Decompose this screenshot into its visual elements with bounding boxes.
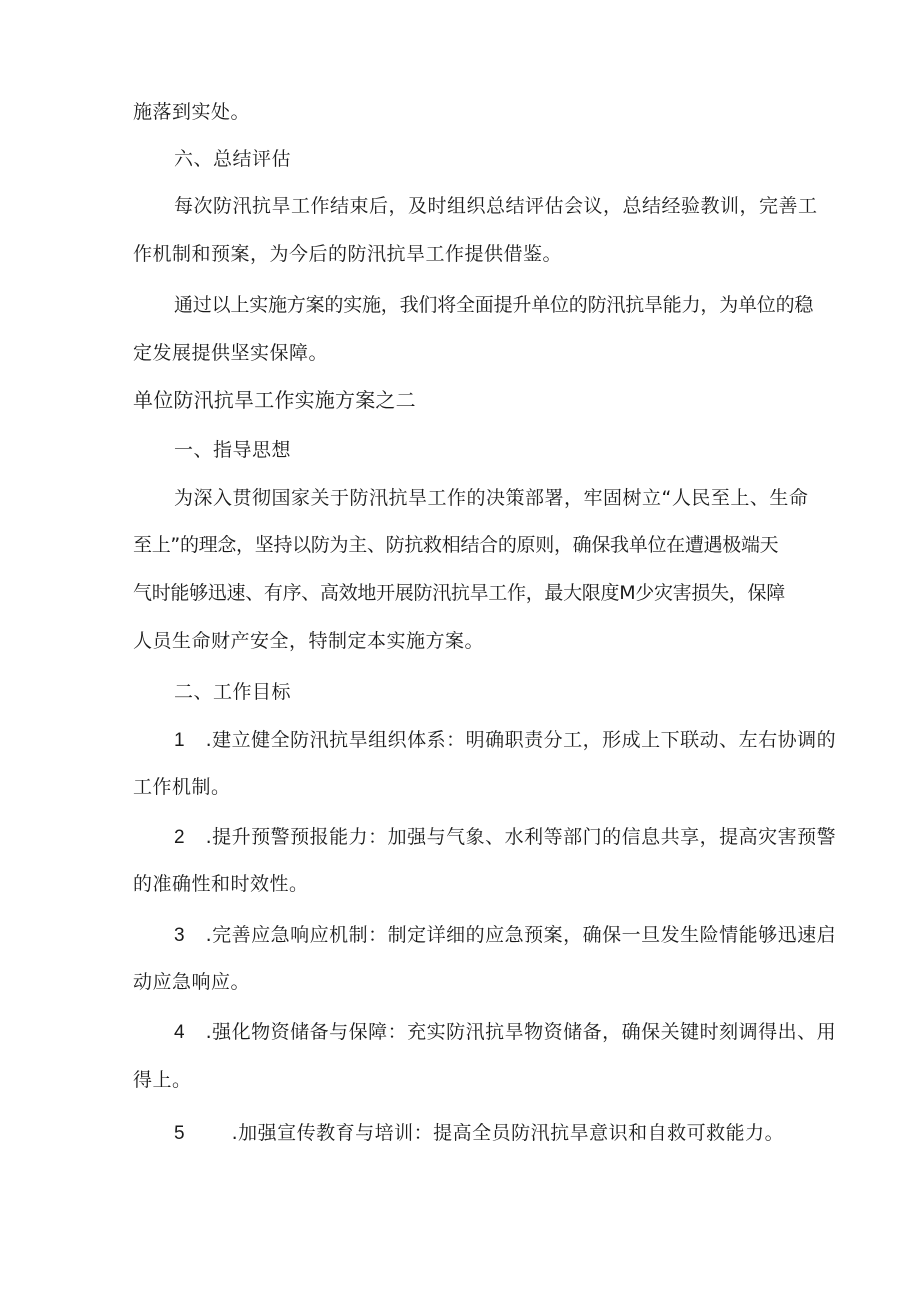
guiding-paragraph-line: 气时能够迅速、有序、高效地开展防汛抗旱工作，最大限度M少灾害损失，保障 bbox=[133, 582, 785, 604]
goal-text: .加强宣传教育与培训：提高全员防汛抗旱意识和自救可救能力。 bbox=[231, 1122, 785, 1144]
goal-number: 3 bbox=[174, 925, 186, 946]
goal-number: 2 bbox=[174, 827, 186, 848]
goal-item-continuation: 动应急响应。 bbox=[133, 971, 251, 993]
goal-number: 5 bbox=[174, 1123, 186, 1144]
guiding-paragraph-line: 至上”的理念，坚持以防为主、防抗救相结合的原则，确保我单位在遭遇极端天 bbox=[133, 534, 779, 556]
goal-item-line bbox=[174, 1019, 836, 1046]
goal-item-continuation: 工作机制。 bbox=[133, 776, 231, 798]
guiding-paragraph-line: 人员生命财产安全，特制定本实施方案。 bbox=[133, 630, 485, 652]
goal-text: .建立健全防汛抗旱组织体系：明确职责分工，形成上下联动、左右协调的 bbox=[205, 729, 837, 751]
goal-item-line bbox=[174, 922, 836, 949]
summary-paragraph-line: 每次防汛抗旱工作结束后，及时组织总结评估会议，总结经验教训，完善工 bbox=[174, 195, 818, 217]
prev-section-tail-line: 施落到实处。 bbox=[133, 101, 251, 123]
goal-number: 4 bbox=[174, 1022, 186, 1043]
guiding-paragraph-line: 为深入贯彻国家关于防汛抗旱工作的决策部署，牢固树立“人民至上、生命 bbox=[174, 487, 809, 509]
goal-item-line bbox=[174, 727, 836, 754]
goal-text: .提升预警预报能力：加强与气象、水利等部门的信息共享，提高灾害预警 bbox=[205, 826, 837, 848]
section-heading-guiding-ideology: 一、指导思想 bbox=[174, 439, 292, 461]
goal-item-line bbox=[174, 1120, 784, 1147]
goal-text: .完善应急响应机制：制定详细的应急预案，确保一旦发生险情能够迅速启 bbox=[205, 924, 837, 946]
goal-item-continuation: 的准确性和时效性。 bbox=[133, 873, 309, 895]
goal-item-continuation: 得上。 bbox=[133, 1069, 192, 1091]
section-heading-work-goals: 二、工作目标 bbox=[174, 681, 292, 703]
closing-paragraph-line: 定发展提供坚实保障。 bbox=[133, 342, 329, 364]
summary-paragraph-line: 作机制和预案，为今后的防汛抗旱工作提供借鉴。 bbox=[133, 243, 563, 265]
goal-item-line bbox=[174, 824, 836, 851]
plan-two-title: 单位防汛抗旱工作实施方案之二 bbox=[133, 388, 416, 412]
section-heading-summary: 六、总结评估 bbox=[174, 148, 292, 170]
goal-text: .强化物资储备与保障：充实防汛抗旱物资储备，确保关键时刻调得出、用 bbox=[205, 1021, 837, 1043]
closing-paragraph-line: 通过以上实施方案的实施，我们将全面提升单位的防汛抗旱能力，为单位的稳 bbox=[174, 294, 814, 316]
goal-number: 1 bbox=[174, 730, 186, 751]
